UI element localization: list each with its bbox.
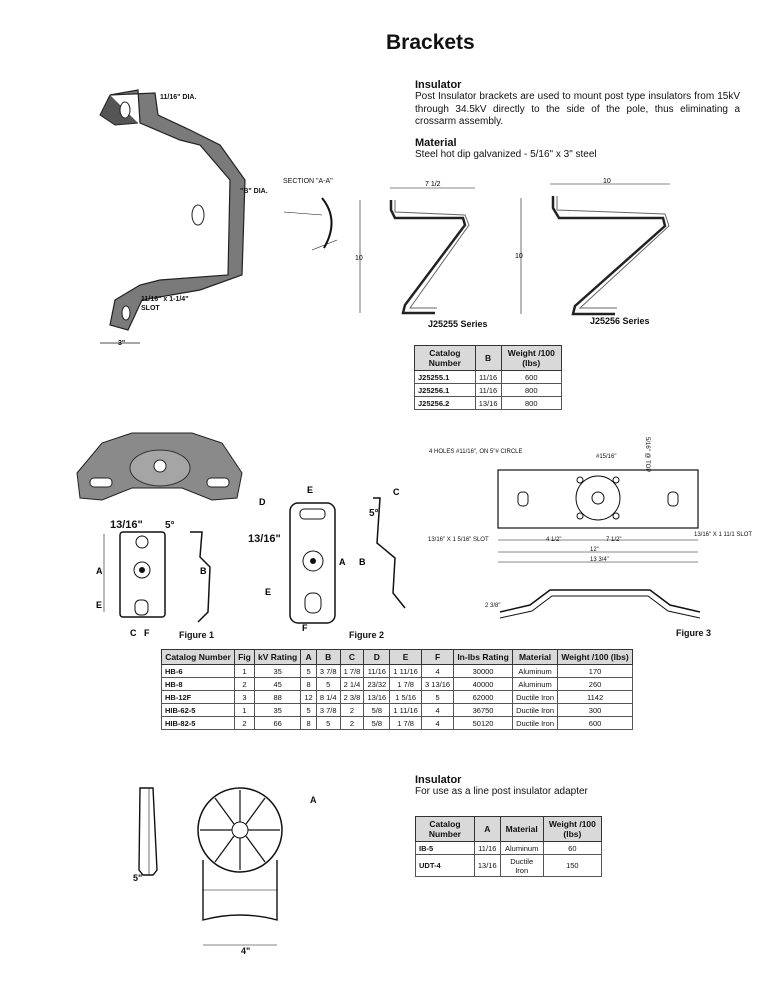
table-row <box>162 717 633 730</box>
table-header: Fig <box>235 650 255 665</box>
hb-bracket-photo <box>72 428 247 513</box>
table-header: D <box>364 650 390 665</box>
table1-header: Weight /100 (lbs) <box>501 346 561 371</box>
table-cell: 36750 <box>454 704 513 717</box>
fig2-angle: 5° <box>369 508 379 519</box>
table-cell: Aluminum <box>500 842 543 855</box>
adapter-section <box>415 774 735 799</box>
bracket-illustration <box>80 85 250 350</box>
table-cell: 2 1/4 <box>340 678 364 691</box>
adapter-spec-table <box>415 816 602 877</box>
table-cell: 11/16 <box>475 384 501 397</box>
figure2-drawing <box>255 483 430 633</box>
table-header: F <box>421 650 453 665</box>
table-cell: 300 <box>558 704 633 717</box>
table-header: Material <box>500 817 543 842</box>
table-cell: 2 <box>235 717 255 730</box>
table-cell: 5/8 <box>364 717 390 730</box>
table-header: E <box>390 650 422 665</box>
table-cell: Aluminum <box>512 678 557 691</box>
svg-text:D: D <box>259 497 266 507</box>
table-cell: 1 7/8 <box>390 717 422 730</box>
fig3-top: 5/16" @ TOP <box>644 437 650 473</box>
page-title: Brackets <box>386 31 475 54</box>
table-cell: IB-5 <box>416 842 475 855</box>
table-cell: 800 <box>501 397 561 410</box>
table-cell: 1 7/8 <box>390 678 422 691</box>
label-section: SECTION "A-A" <box>283 178 333 185</box>
svg-text:E: E <box>265 587 272 597</box>
table-header: Catalog Number <box>162 650 235 665</box>
svg-text:C: C <box>130 628 137 638</box>
figure2-caption: Figure 2 <box>349 630 385 640</box>
adapter-label-a: A <box>310 795 317 805</box>
fig3-hole: #15/16" <box>596 454 617 460</box>
table-cell: HB-6 <box>162 665 235 678</box>
table-cell: 30000 <box>454 665 513 678</box>
table-cell: 1 5/16 <box>390 691 422 704</box>
table-cell: 1142 <box>558 691 633 704</box>
table-header: A <box>301 650 316 665</box>
table-row <box>416 842 602 855</box>
table-cell: 1 <box>235 665 255 678</box>
table1-header: Catalog Number <box>415 346 476 371</box>
table-cell: 600 <box>558 717 633 730</box>
table-header: In-lbs Rating <box>454 650 513 665</box>
table-cell: 3 13/16 <box>421 678 453 691</box>
table-header: B <box>316 650 340 665</box>
table-cell: 66 <box>254 717 300 730</box>
label-dia-top: 11/16" DIA. <box>160 94 197 101</box>
figure3-drawing <box>430 440 730 630</box>
table-cell: 88 <box>254 691 300 704</box>
table-row <box>415 384 562 397</box>
table-cell: 5 <box>301 704 316 717</box>
table-cell: HB-8 <box>162 678 235 691</box>
j25255-series-label: J25255 Series <box>428 319 488 329</box>
adapter-label-thick: 5" <box>133 873 143 883</box>
table-cell: 35 <box>254 704 300 717</box>
adapter-heading: Insulator <box>415 774 462 786</box>
bracket-spec-table <box>414 345 562 410</box>
table-cell: 1 <box>235 704 255 717</box>
svg-text:A: A <box>96 566 103 576</box>
material-heading: Material <box>415 136 457 149</box>
adapter-label-width: 4" <box>241 946 251 956</box>
label-slot-word: SLOT <box>141 305 160 312</box>
table3-body <box>416 842 602 877</box>
fig1-angle: 5° <box>165 520 175 531</box>
j25256-series-label: J25256 Series <box>590 316 650 326</box>
table-row <box>415 371 562 384</box>
table-cell: 13/16 <box>475 397 501 410</box>
table-row <box>162 678 633 691</box>
table-cell: 2 <box>340 704 364 717</box>
table-row <box>416 855 602 877</box>
table-cell: 3 <box>235 691 255 704</box>
j25255-height: 10 <box>355 255 363 262</box>
table-cell: 13/16 <box>474 855 500 877</box>
table-cell: 600 <box>501 371 561 384</box>
table-cell: 170 <box>558 665 633 678</box>
table-cell: J25256.2 <box>415 397 476 410</box>
table-cell: 45 <box>254 678 300 691</box>
table-header: Weight /100 (lbs) <box>558 650 633 665</box>
fig2-dim: 13/16" <box>248 533 281 545</box>
table-cell: 4 <box>421 704 453 717</box>
fig1-dim: 13/16" <box>110 519 143 531</box>
svg-text:E: E <box>96 600 103 610</box>
table-row <box>415 397 562 410</box>
table-cell: 62000 <box>454 691 513 704</box>
table-cell: 3 7/8 <box>316 665 340 678</box>
table-cell: HIB-82-5 <box>162 717 235 730</box>
fig3-slot-left: 13/16" X 1 5/16" SLOT <box>428 537 489 543</box>
table-cell: 8 <box>301 678 316 691</box>
table-cell: 8 <box>301 717 316 730</box>
table-cell: 5 <box>421 691 453 704</box>
adapter-description: For use as a line post insulator adapter <box>415 786 588 797</box>
table-cell: 40000 <box>454 678 513 691</box>
table-cell: 13/16 <box>364 691 390 704</box>
fig3-dim-b: 7 1/2" <box>606 537 622 543</box>
table-header: A <box>474 817 500 842</box>
table-cell: 150 <box>543 855 601 877</box>
table-cell: Aluminum <box>512 665 557 678</box>
label-dia-b: "B" DIA. <box>240 188 268 195</box>
table-cell: Ductile Iron <box>512 691 557 704</box>
table-cell: 60 <box>543 842 601 855</box>
label-width: 3" <box>118 340 126 347</box>
table-header: Weight /100 (lbs) <box>543 817 601 842</box>
table-cell: 800 <box>501 384 561 397</box>
table-cell: 2 3/8 <box>340 691 364 704</box>
table-cell: Ductile Iron <box>512 717 557 730</box>
table-cell: 12 <box>301 691 316 704</box>
svg-text:B: B <box>200 566 207 576</box>
table-cell: 3 7/8 <box>316 704 340 717</box>
table-cell: 23/32 <box>364 678 390 691</box>
svg-text:F: F <box>302 623 308 633</box>
figure1-caption: Figure 1 <box>179 630 215 640</box>
table-cell: 4 <box>421 717 453 730</box>
table-cell: J25255.1 <box>415 371 476 384</box>
insulator-section <box>415 79 740 161</box>
table-cell: 5 <box>316 717 340 730</box>
table-row <box>162 704 633 717</box>
adapter-drawing <box>125 780 325 965</box>
table-cell: 2 <box>235 678 255 691</box>
table-header: C <box>340 650 364 665</box>
table-cell: 5 <box>316 678 340 691</box>
fig3-slot-right: 13/16" X 1 11/1 SLOT <box>694 532 753 538</box>
j25255-width: 7 1/2 <box>425 181 441 188</box>
table-cell: 2 <box>340 717 364 730</box>
table-cell: 5 <box>301 665 316 678</box>
table-cell: 11/16 <box>364 665 390 678</box>
fig3-dim-d: 13 3/4" <box>590 557 609 563</box>
j25256-width: 10 <box>603 178 611 185</box>
svg-text:A: A <box>339 557 346 567</box>
table-cell: 5/8 <box>364 704 390 717</box>
table-cell: Ductile Iron <box>512 704 557 717</box>
figure3-caption: Figure 3 <box>676 628 712 638</box>
j25255-drawing <box>355 180 480 330</box>
table-row <box>162 691 633 704</box>
table-header: Material <box>512 650 557 665</box>
table-cell: 1 7/8 <box>340 665 364 678</box>
table-cell: 260 <box>558 678 633 691</box>
figure1-drawing <box>90 512 225 640</box>
j25256-drawing <box>515 178 685 330</box>
insulator-heading: Insulator <box>415 79 462 91</box>
insulator-description: Post Insulator brackets are used to mount post type insulators from 15kV through 34.5kV directly to the side of the pole, thus eliminating a crossarm assembly. <box>415 91 740 127</box>
table2-body <box>162 665 633 730</box>
table-cell: 1 11/16 <box>390 665 422 678</box>
table-cell: UDT-4 <box>416 855 475 877</box>
fig3-holes: 4 HOLES #11/16", ON 5"# CIRCLE <box>429 449 523 455</box>
table-cell: 1 11/16 <box>390 704 422 717</box>
table3-header-row <box>416 817 602 842</box>
svg-text:C: C <box>393 487 400 497</box>
table-cell: J25256.1 <box>415 384 476 397</box>
section-sketch <box>282 190 362 260</box>
svg-text:E: E <box>307 485 314 495</box>
table-row <box>162 665 633 678</box>
table-cell: HB-12F <box>162 691 235 704</box>
fig3-height: 2 3/8" <box>485 603 501 609</box>
table-cell: 50120 <box>454 717 513 730</box>
table-cell: HIB-62-5 <box>162 704 235 717</box>
table-cell: 11/16 <box>475 371 501 384</box>
table-cell: 4 <box>421 665 453 678</box>
table-cell: 8 1/4 <box>316 691 340 704</box>
table2-header-row <box>162 650 633 665</box>
material-text: Steel hot dip galvanized - 5/16" x 3" steel <box>415 148 597 160</box>
j25256-height: 10 <box>515 253 523 260</box>
fig3-dim-a: 4 1/2" <box>546 537 562 543</box>
fig3-dim-c: 12" <box>590 547 599 553</box>
table-header: Catalog Number <box>416 817 475 842</box>
table-header: kV Rating <box>254 650 300 665</box>
table1-header: B <box>475 346 501 371</box>
table-cell: Ductile Iron <box>500 855 543 877</box>
svg-text:F: F <box>144 628 150 638</box>
table-cell: 35 <box>254 665 300 678</box>
svg-text:B: B <box>359 557 366 567</box>
hb-spec-table <box>161 649 633 730</box>
table-cell: 11/16 <box>474 842 500 855</box>
label-slot: 11/16" x 1-1/4" <box>141 296 189 303</box>
